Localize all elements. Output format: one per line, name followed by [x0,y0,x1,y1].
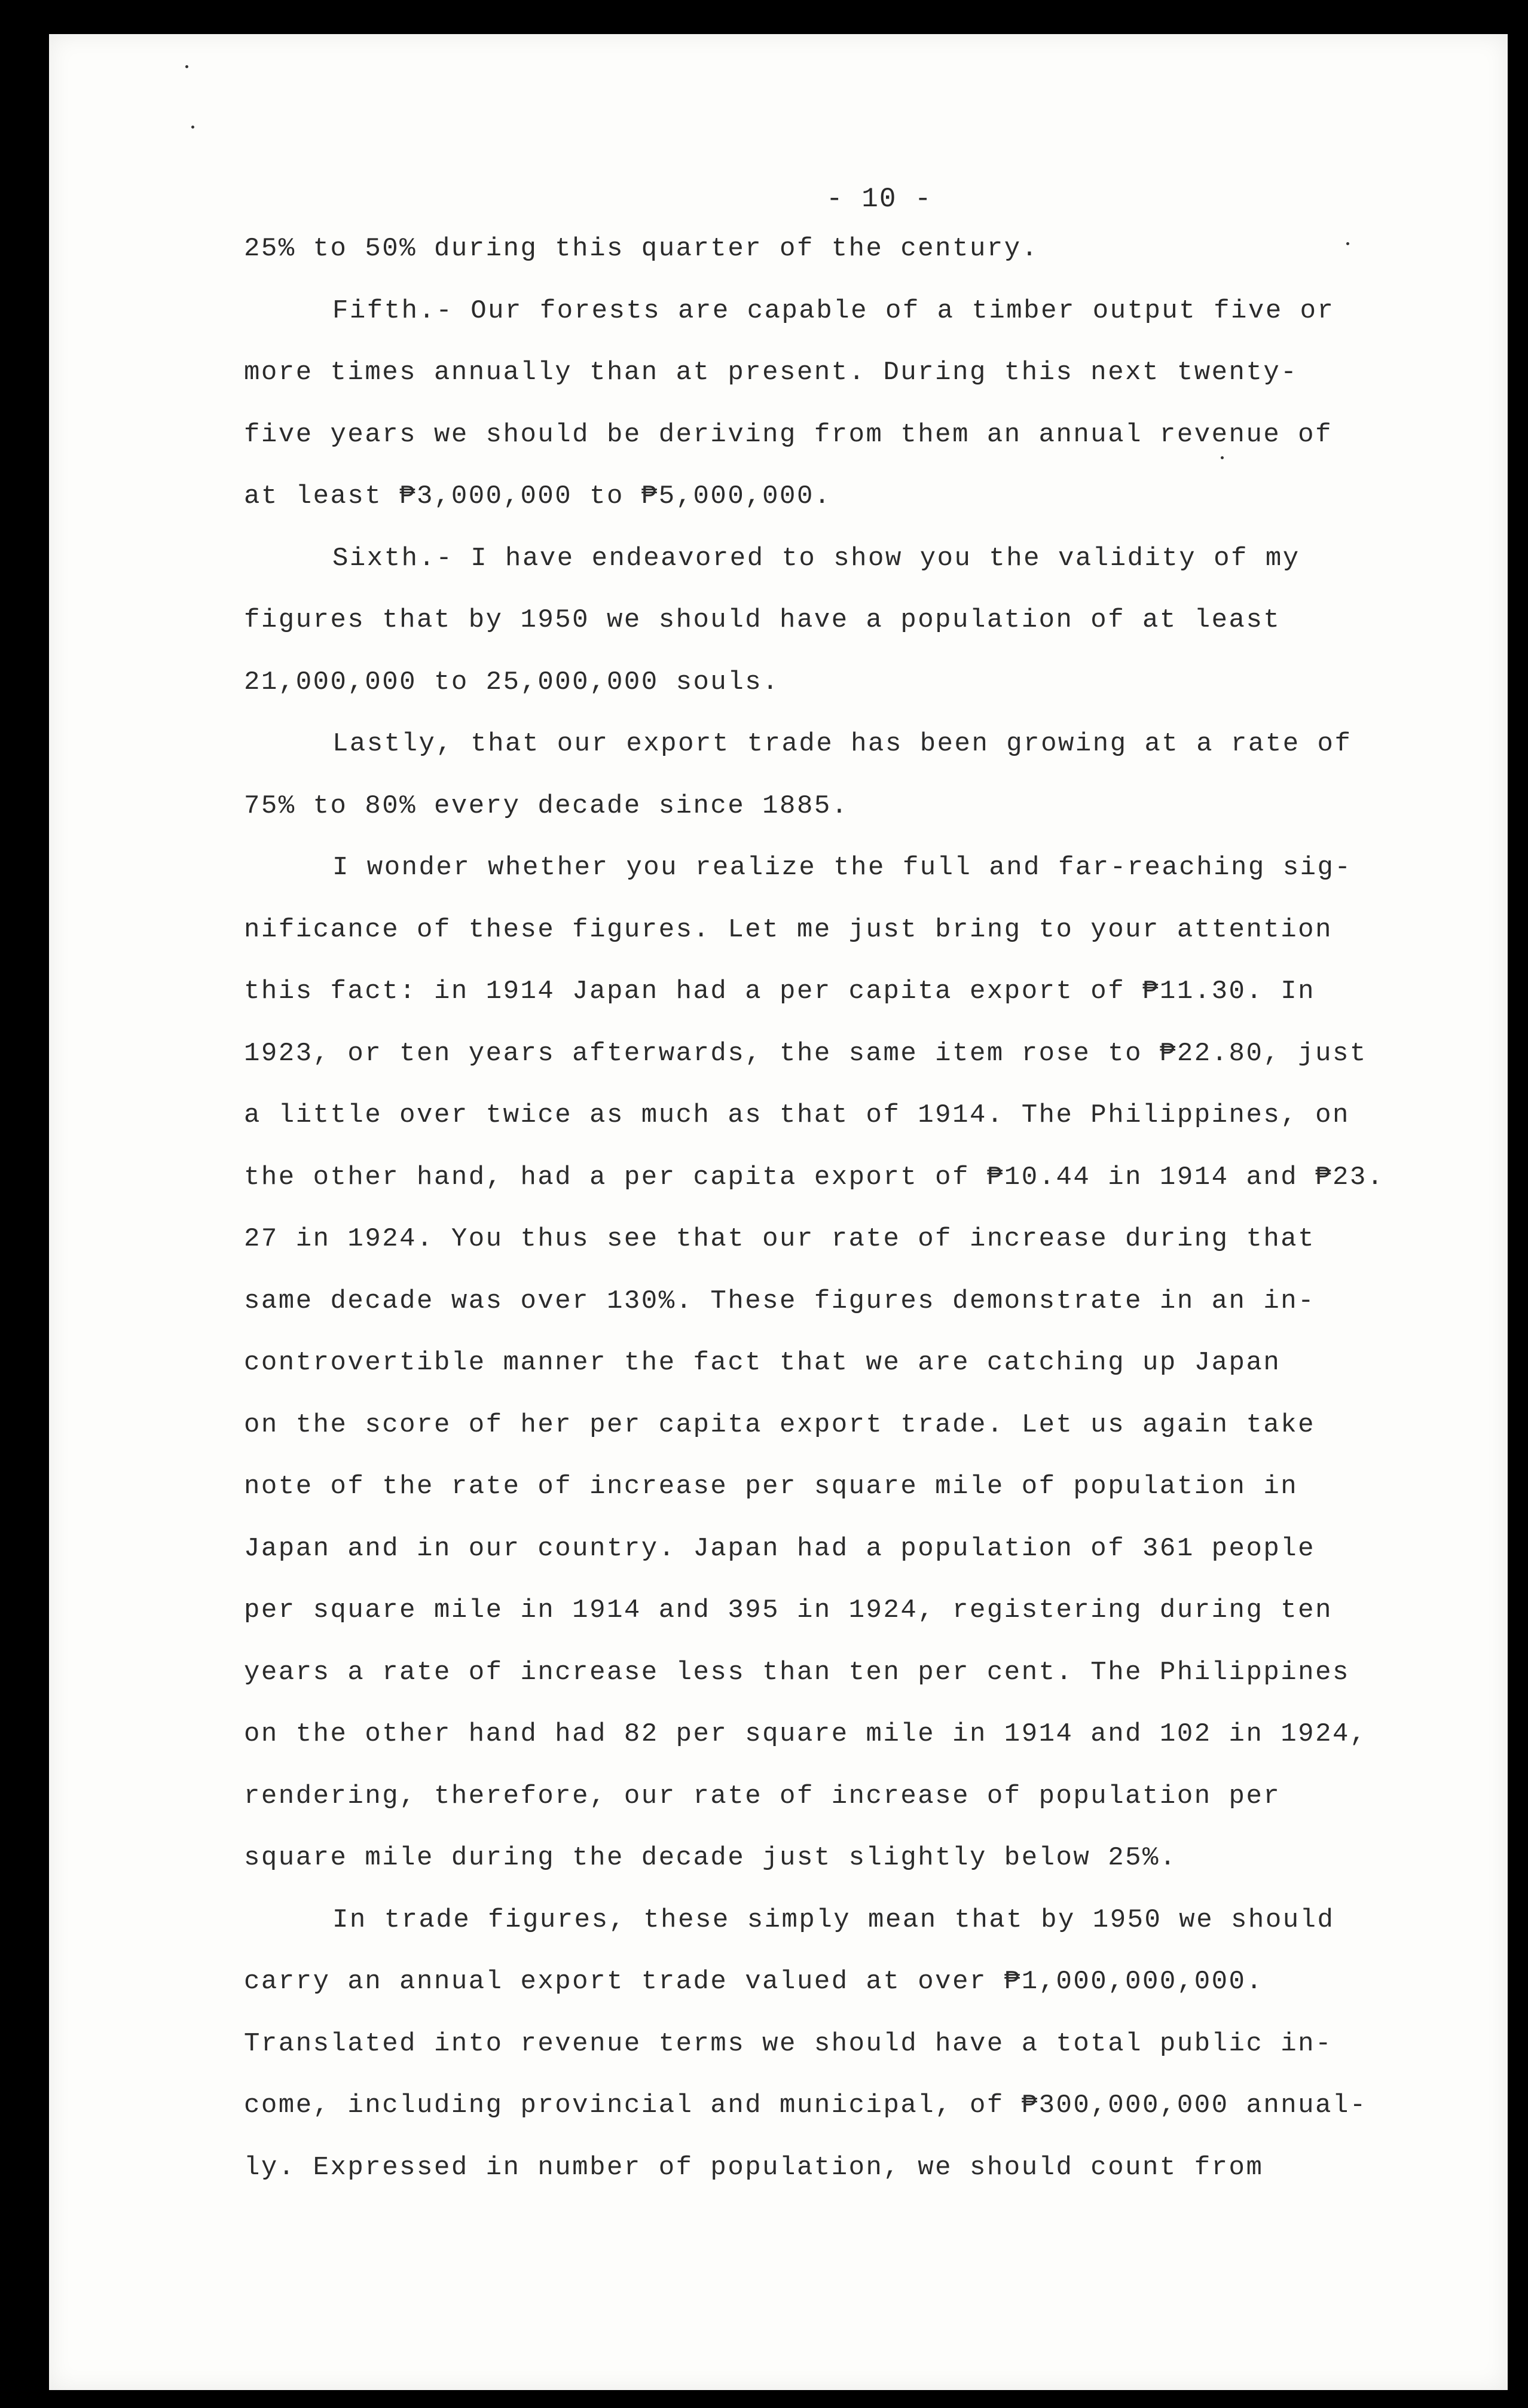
text-line: 27 in 1924. You thus see that our rate of increase during that [244,1224,1316,1254]
text-line: 21,000,000 to 25,000,000 souls. [244,667,780,697]
text-line: 1923, or ten years afterwards, the same item rose to ₱22.80, just [244,1038,1367,1069]
text-line: per square mile in 1914 and 395 in 1924, registering during ten [244,1595,1333,1625]
text-line: figures that by 1950 we should have a population of at least [244,605,1281,635]
text-line: controvertible manner the fact that we are catching up Japan [244,1348,1281,1378]
text-line: rendering, therefore, our rate of increase of population per [244,1781,1281,1811]
text-line: carry an annual export trade valued at over ₱1,000,000,000. [244,1967,1264,1997]
paper-speck [191,126,194,129]
text-line: on the score of her per capita export trade. Let us again take [244,1409,1316,1440]
text-line: square mile during the decade just slightly below 25%. [244,1843,1177,1873]
paper-speck [185,65,188,68]
page-number: - 10 - [826,184,933,215]
text-line: 75% to 80% every decade since 1885. [244,791,849,821]
text-line: ly. Expressed in number of population, we should count from [244,2152,1264,2183]
text-line: Translated into revenue terms we should have a total public in- [244,2028,1333,2059]
text-line: Fifth.- Our forests are capable of a timber output five or [332,295,1335,326]
text-line: this fact: in 1914 Japan had a per capita export of ₱11.30. In [244,976,1316,1006]
text-line: on the other hand had 82 per square mile in 1914 and 102 in 1924, [244,1719,1367,1749]
text-line: Sixth.- I have endeavored to show you the validity of my [332,543,1300,573]
text-line: Lastly, that our export trade has been growing at a rate of [332,729,1352,759]
text-line: five years we should be deriving from them an annual revenue of [244,419,1333,450]
text-line: In trade figures, these simply mean that by 1950 we should [332,1905,1335,1935]
text-line: 25% to 50% during this quarter of the century. [244,234,1039,264]
text-line: note of the rate of increase per square mile of population in [244,1472,1298,1501]
text-line: Japan and in our country. Japan had a population of 361 people [244,1533,1316,1564]
text-line: nificance of these figures. Let me just bring to your attention [244,914,1333,945]
text-line: at least ₱3,000,000 to ₱5,000,000. [244,481,832,511]
body-text [244,218,1440,2199]
text-line: I wonder whether you realize the full and far-reaching sig- [332,853,1352,883]
text-line: come, including provincial and municipal, of ₱300,000,000 annual- [244,2090,1367,2120]
text-line: the other hand, had a per capita export of ₱10.44 in 1914 and ₱23. [244,1162,1385,1192]
text-line: a little over twice as much as that of 1914. The Philippines, on [244,1100,1350,1130]
text-line: more times annually than at present. During this next twenty- [244,358,1298,387]
text-line: years a rate of increase less than ten per cent. The Philippines [244,1657,1350,1687]
text-line: same decade was over 130%. These figures demonstrate in an in- [244,1286,1316,1316]
